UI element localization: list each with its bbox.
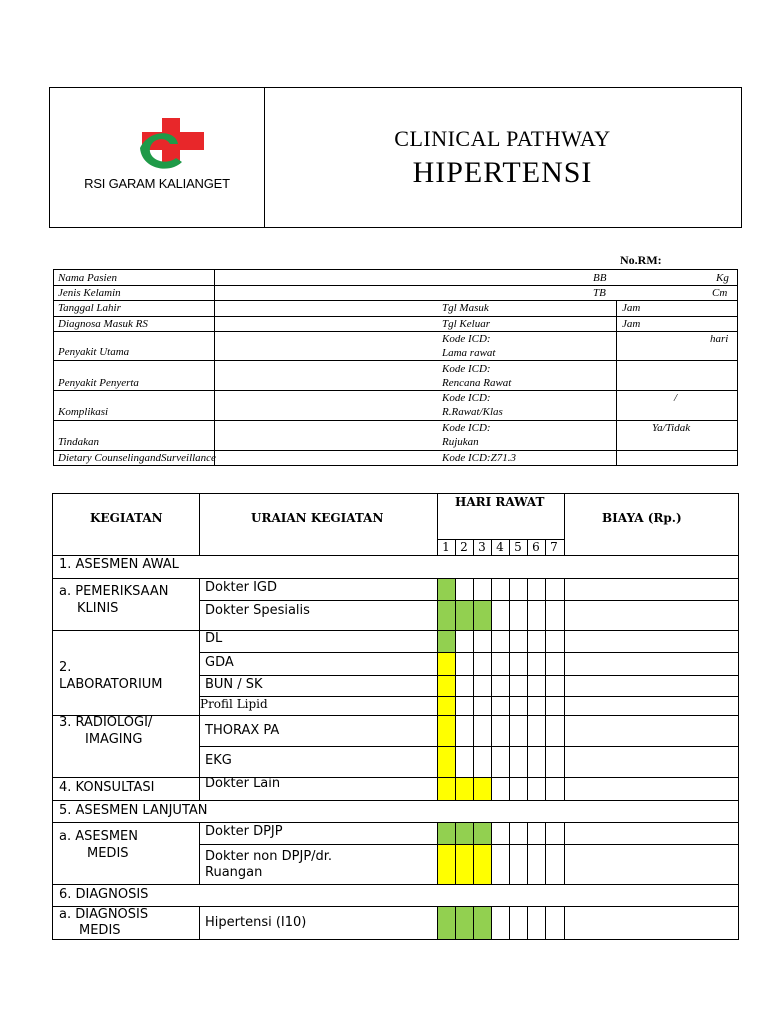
grid-line: [53, 906, 738, 907]
label-kode-icd-dietary: Kode ICD:Z71.3: [442, 452, 516, 464]
grid-line: [545, 539, 546, 555]
label-kode-icd-utama: Kode ICD:: [442, 333, 491, 345]
label-tgl-keluar: Tgl Keluar: [442, 318, 490, 330]
label-komplikasi: Komplikasi: [58, 406, 109, 418]
grid-line: [199, 696, 738, 697]
grid-line: [437, 906, 438, 939]
grid-line: [527, 906, 528, 939]
radiologi-label-1: 3. RADIOLOGI/: [59, 715, 153, 730]
label-hari: hari: [710, 333, 729, 345]
diagnosis-medis-label-1: a. DIAGNOSIS: [59, 907, 149, 922]
grid-line: [473, 906, 474, 939]
grid-line: [473, 578, 474, 800]
day-cell-ekg-1: [437, 746, 455, 777]
item-hipertensi: Hipertensi (I10): [205, 915, 307, 930]
section-asesmen-awal: 1. ASESMEN AWAL: [59, 557, 179, 572]
label-tanggal-lahir: Tanggal Lahir: [58, 302, 121, 314]
grid-line: [455, 578, 456, 800]
grid-line: [545, 906, 546, 939]
day-7: 7: [550, 540, 558, 554]
day-cell-hipertensi-2: [455, 906, 473, 939]
grid-line: [509, 578, 510, 800]
grid-line: [564, 822, 565, 884]
grid-line: [437, 578, 438, 800]
label-slash: /: [674, 392, 678, 404]
item-dokter-dpjp: Dokter DPJP: [205, 824, 283, 839]
grid-line: [53, 884, 738, 885]
pemeriksaan-label-2: KLINIS: [77, 601, 119, 616]
grid-line: [527, 539, 528, 555]
hospital-logo-icon: [136, 118, 206, 174]
asesmen-medis-label-1: a. ASESMEN: [59, 829, 138, 844]
label-jam-masuk: Jam: [622, 302, 641, 314]
label-tgl-masuk: Tgl Masuk: [442, 302, 489, 314]
asesmen-medis-label-2: MEDIS: [87, 846, 129, 861]
section-diagnosis: 6. DIAGNOSIS: [59, 887, 149, 902]
day-cell-dokter-dpjp-2: [455, 822, 473, 844]
day-cell-dl-1: [437, 630, 455, 652]
item-dl: DL: [205, 631, 223, 646]
day-2: 2: [460, 540, 468, 554]
grid-line: [437, 822, 438, 884]
grid-line: [564, 494, 565, 555]
grid-line: [509, 822, 510, 884]
lab-label-1: 2.: [59, 660, 72, 675]
label-kg: Kg: [716, 272, 729, 284]
item-gda: GDA: [205, 655, 234, 670]
day-6: 6: [532, 540, 540, 554]
grid-line: [545, 822, 546, 884]
activity-table: [52, 493, 739, 940]
no-rm-label: No.RM:: [620, 253, 662, 267]
grid-line: [199, 844, 738, 845]
label-kode-icd-tindakan: Kode ICD:: [442, 422, 491, 434]
day-cell-dokter-dpjp-3: [473, 822, 491, 844]
label-diagnosa-masuk: Diagnosa Masuk RS: [58, 318, 148, 330]
grid-line: [53, 715, 738, 716]
grid-line: [437, 494, 438, 555]
label-cm: Cm: [712, 287, 728, 299]
item-ekg: EKG: [205, 753, 232, 768]
day-5: 5: [514, 540, 522, 554]
grid-line: [527, 578, 528, 800]
grid-line: [199, 652, 738, 653]
header-box: [49, 87, 742, 228]
label-tb: TB: [593, 287, 606, 299]
grid-line: [527, 822, 528, 884]
grid-line: [473, 822, 474, 884]
grid-line: [53, 822, 738, 823]
col-uraian: URAIAN KEGIATAN: [251, 511, 384, 525]
day-cell-gda-1: [437, 652, 455, 675]
label-jenis-kelamin: Jenis Kelamin: [58, 287, 121, 299]
item-bun-sk: BUN / SK: [205, 677, 263, 692]
grid-line: [455, 539, 456, 555]
diagnosis-medis-label-2: MEDIS: [79, 923, 121, 938]
day-cell-profil-lipid-1: [437, 696, 455, 715]
item-dokter-spesialis: Dokter Spesialis: [205, 603, 310, 618]
day-cell-bun-sk-1: [437, 675, 455, 696]
lab-label-2: LABORATORIUM: [59, 677, 163, 692]
day-1: 1: [442, 540, 450, 554]
logo-cell: [50, 88, 265, 227]
grid-line: [509, 906, 510, 939]
day-cell-dokter-lain-2: [455, 777, 473, 800]
day-cell-non-dpjp-1: [437, 844, 455, 884]
day-cell-non-dpjp-2: [455, 844, 473, 884]
label-rujukan: Rujukan: [442, 436, 479, 448]
label-nama-pasien: Nama Pasien: [58, 272, 117, 284]
label-kode-icd-penyerta: Kode ICD:: [442, 363, 491, 375]
grid-line: [491, 539, 492, 555]
day-cell-thorax-1: [437, 715, 455, 746]
grid-line: [53, 777, 738, 778]
label-kode-icd-komplikasi: Kode ICD:: [442, 392, 491, 404]
label-dietary: Dietary CounselingandSurveillance: [58, 452, 216, 464]
grid-line: [53, 578, 738, 579]
grid-line: [199, 494, 200, 555]
day-cell-dokter-spesialis-3: [473, 600, 491, 630]
section-asesmen-lanjutan: 5. ASESMEN LANJUTAN: [59, 803, 208, 818]
grid-line: [53, 800, 738, 801]
grid-line: [491, 906, 492, 939]
col-hari-rawat: HARI RAWAT: [455, 495, 545, 509]
grid-line: [491, 822, 492, 884]
item-thorax: THORAX PA: [205, 723, 280, 738]
label-lama-rawat: Lama rawat: [442, 347, 496, 359]
day-cell-dokter-dpjp-1: [437, 822, 455, 844]
day-cell-dokter-spesialis-1: [437, 600, 455, 630]
grid-line: [199, 600, 738, 601]
grid-line: [564, 906, 565, 939]
grid-line: [199, 906, 200, 939]
patient-info-table: [53, 269, 738, 466]
pathway-disease: HIPERTENSI: [412, 156, 593, 189]
item-non-dpjp-2: Ruangan: [205, 865, 263, 880]
section-konsultasi: 4. KONSULTASI: [59, 780, 155, 795]
grid-line: [199, 746, 738, 747]
grid-line: [199, 675, 738, 676]
grid-line: [545, 578, 546, 800]
day-4: 4: [496, 540, 504, 554]
grid-line: [53, 555, 738, 556]
item-dokter-lain: Dokter Lain: [205, 776, 281, 791]
day-cell-dokter-igd-1: [437, 578, 455, 600]
grid-line: [455, 822, 456, 884]
label-jam-keluar: Jam: [622, 318, 641, 330]
pemeriksaan-label-1: a. PEMERIKSAAN: [59, 584, 169, 599]
label-bb: BB: [593, 272, 607, 284]
document-title: CLINICAL PATHWAY: [394, 126, 611, 151]
col-biaya: BIAYA (Rp.): [602, 511, 682, 525]
radiologi-label-2: IMAGING: [85, 732, 143, 747]
grid-line: [473, 539, 474, 555]
grid-line: [455, 906, 456, 939]
hospital-name: RSI GARAM KALIANGET: [84, 176, 230, 191]
label-tindakan: Tindakan: [58, 436, 99, 448]
grid-line: [564, 578, 565, 800]
day-cell-dokter-lain-3: [473, 777, 491, 800]
day-cell-hipertensi-3: [473, 906, 491, 939]
label-rencana-rawat: Rencana Rawat: [442, 377, 512, 389]
grid-line: [509, 539, 510, 555]
day-cell-non-dpjp-3: [473, 844, 491, 884]
day-cell-dokter-spesialis-2: [455, 600, 473, 630]
grid-line: [491, 578, 492, 800]
item-non-dpjp-1: Dokter non DPJP/dr.: [205, 849, 333, 864]
col-kegiatan: KEGIATAN: [90, 511, 163, 525]
label-ya-tidak: Ya/Tidak: [652, 422, 691, 434]
label-penyakit-penyerta: Penyakit Penyerta: [58, 377, 139, 389]
label-penyakit-utama: Penyakit Utama: [58, 346, 130, 358]
day-cell-hipertensi-1: [437, 906, 455, 939]
day-cell-dokter-lain-1: [437, 777, 455, 800]
label-rawat-klas: R.Rawat/Klas: [442, 406, 503, 418]
grid-line: [53, 630, 738, 631]
day-3: 3: [478, 540, 486, 554]
grid-line: [199, 578, 200, 800]
item-dokter-igd: Dokter IGD: [205, 580, 277, 595]
grid-line: [199, 822, 200, 884]
grid-line: [199, 777, 200, 800]
item-profil-lipid: Profil Lipid: [200, 697, 268, 711]
